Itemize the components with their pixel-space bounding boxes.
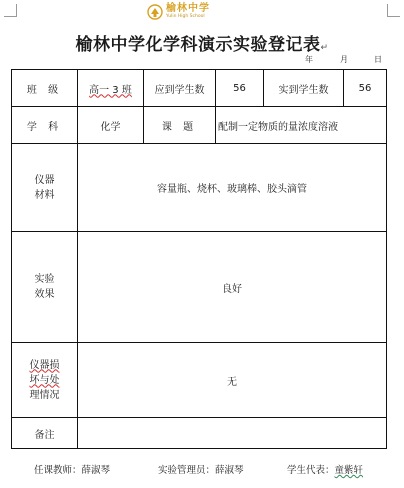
topic-value: 配制一定物质的量浓度溶液 (218, 121, 338, 133)
lab-manager-signature (158, 462, 244, 476)
page-corner-mark-left (4, 4, 17, 17)
effect-label-cell (12, 232, 78, 343)
damage-value: 无 (227, 376, 237, 388)
damage-label-line1: 仪器损 (29, 359, 60, 371)
student-representative-name: 童紫轩 (334, 465, 364, 476)
actual-count-label-cell (264, 70, 344, 107)
date-month-label: 月 (340, 55, 348, 64)
damage-label-cell (12, 343, 78, 418)
registration-table (11, 69, 387, 449)
subject-value-cell (78, 107, 144, 144)
class-value-cell (78, 70, 144, 107)
date-year-label: 年 (305, 55, 313, 64)
damage-label-line3: 理情况 (29, 389, 60, 401)
teacher-signature (34, 462, 110, 476)
actual-count-value-cell (344, 70, 387, 107)
lab-manager-label: 实验管理员： (158, 465, 216, 476)
topic-label: 课 题 (161, 121, 198, 133)
damage-value-cell (78, 343, 387, 418)
actual-count-value: 56 (358, 82, 372, 94)
school-logo (147, 2, 210, 22)
materials-label-line2: 材料 (34, 189, 55, 201)
damage-label-line2: 坏与处 (29, 374, 60, 386)
student-representative-label: 学生代表： (287, 465, 335, 476)
topic-label-cell (144, 107, 216, 144)
school-emblem-icon (147, 4, 163, 20)
expected-count-value-cell (216, 70, 264, 107)
expected-count-label-cell (144, 70, 216, 107)
class-label: 班 级 (26, 84, 63, 96)
materials-value: 容量瓶、烧杯、玻璃棒、胶头滴管 (157, 184, 307, 195)
table-row-materials (12, 144, 387, 232)
materials-value-cell (78, 144, 387, 232)
expected-count-value: 56 (233, 82, 246, 94)
effect-value-cell (78, 232, 387, 343)
table-row-effect (12, 232, 387, 343)
materials-label-cell (12, 144, 78, 232)
table-row-subject (12, 107, 387, 144)
topic-value-cell (216, 107, 387, 144)
table-row-class (12, 70, 387, 107)
effect-value: 良好 (222, 283, 242, 295)
lab-manager-name: 薛淑琴 (215, 465, 244, 476)
table-row-damage (12, 343, 387, 418)
effect-label-line2: 效果 (34, 289, 55, 300)
subject-label-cell (12, 107, 78, 144)
page-corner-mark-right (387, 4, 400, 17)
notes-label-cell (12, 418, 78, 449)
subject-value: 化学 (100, 121, 121, 133)
table-row-notes (12, 418, 387, 449)
expected-count-label: 应到学生数 (154, 84, 205, 96)
class-label-cell (12, 70, 78, 107)
teacher-name: 薛淑琴 (81, 465, 111, 476)
logo-english-name: Yulin High School (166, 14, 205, 20)
actual-count-label: 实到学生数 (278, 84, 329, 96)
subject-label: 学 科 (26, 121, 63, 133)
class-value: 高一 3 班 (89, 84, 132, 96)
page-title-text: 榆林中学化学科演示实验登记表 (75, 35, 321, 55)
student-representative-signature (287, 462, 363, 476)
logo-chinese-name: 榆林中学 (166, 3, 210, 15)
materials-label-line1: 仪器 (34, 174, 55, 186)
effect-label-line1: 实验 (34, 274, 55, 285)
notes-label: 备注 (34, 429, 55, 441)
notes-value-cell (78, 418, 387, 449)
teacher-label: 任课教师： (34, 465, 82, 476)
page-title (0, 30, 404, 55)
paragraph-mark-icon: ↵ (320, 43, 329, 53)
date-day-label: 日 (374, 55, 382, 64)
